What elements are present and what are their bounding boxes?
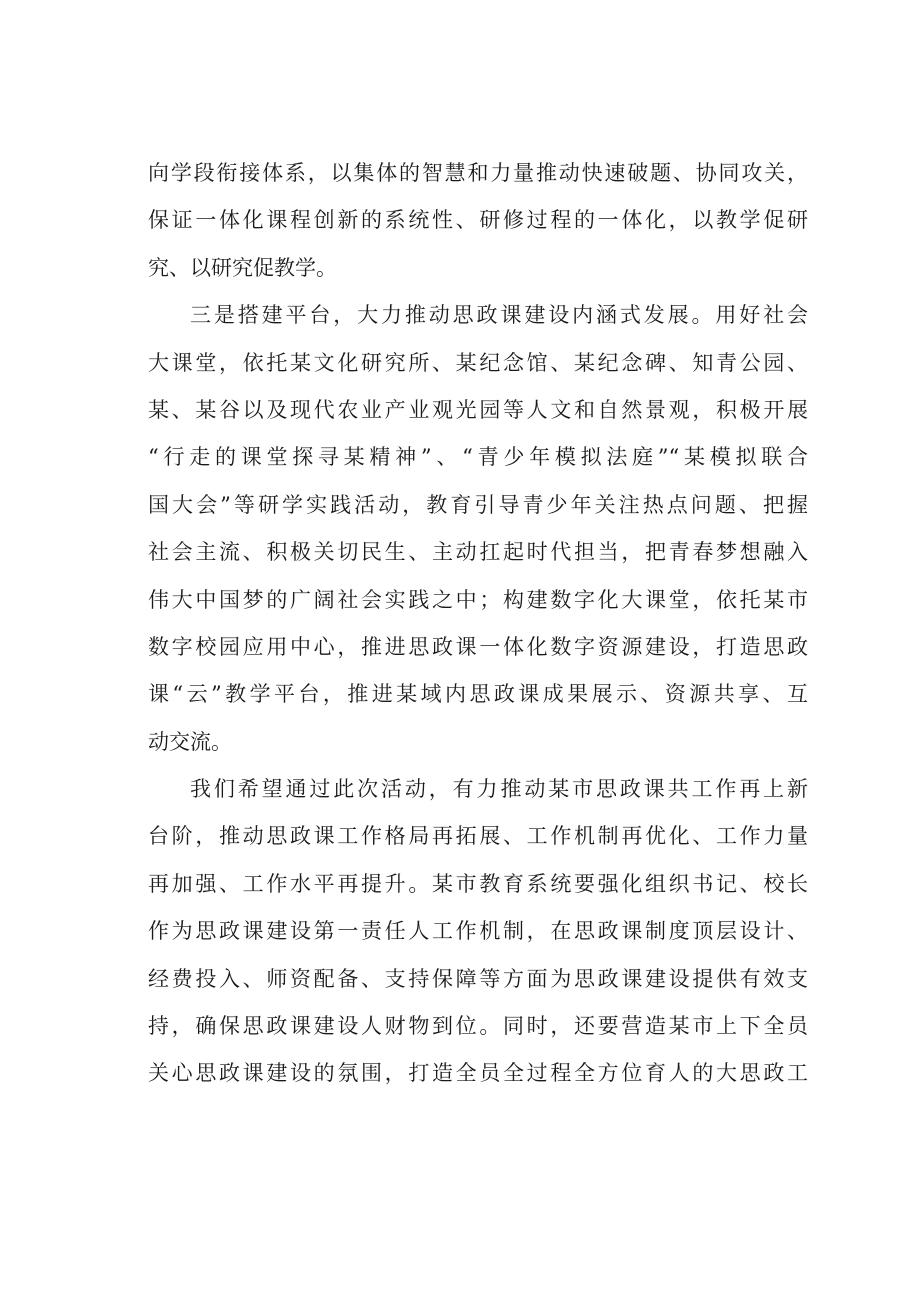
paragraph-2-line-4: “行走的课堂探寻某精神”、“青少年模拟法庭”“某模拟联合 [148,445,808,470]
paragraph-2-line-10: 动交流。 [148,729,232,754]
paragraph-2-line-6: 社会主流、积极关切民生、主动扛起时代担当，把青春梦想融入 [148,540,808,565]
paragraph-3-line-6: 持，确保思政课建设人财物到位。同时，还要营造某市上下全员 [148,1014,808,1039]
paragraph-2-line-1: 三是搭建平台，大力推动思政课建设内涵式发展。用好社会 [190,303,808,328]
paragraph-2-line-9: 课“云”教学平台，推进某域内思政课成果展示、资源共享、互 [148,682,808,707]
paragraph-1-line-1: 向学段衔接体系，以集体的智慧和力量推动快速破题、协同攻关， [148,161,808,185]
paragraph-3-line-4: 作为思政课建设第一责任人工作机制，在思政课制度顶层设计、 [148,919,808,944]
paragraph-1-line-2: 保证一体化课程创新的系统性、研修过程的一体化，以教学促研 [148,208,808,233]
paragraph-2-line-5: 国大会”等研学实践活动，教育引导青少年关注热点问题、把握 [148,492,808,517]
paragraph-3-line-1: 我们希望通过此次活动，有力推动某市思政课共工作再上新 [190,777,808,802]
paragraph-3-line-2: 台阶，推动思政课工作格局再拓展、工作机制再优化、工作力量 [148,824,808,849]
paragraph-2-line-8: 数字校园应用中心，推进思政课一体化数字资源建设，打造思政 [148,634,808,659]
paragraph-1-line-3: 究、以研究促教学。 [148,255,337,280]
body-text [148,150,808,1098]
paragraph-3-line-5: 经费投入、师资配备、支持保障等方面为思政课建设提供有效支 [148,966,808,991]
paragraph-2-line-7: 伟大中国梦的广阔社会实践之中；构建数字化大课堂，依托某市 [148,587,808,612]
paragraph-2-line-2: 大课堂，依托某文化研究所、某纪念馆、某纪念碑、知青公园、 [148,350,808,375]
paragraph-3-line-7: 关心思政课建设的氛围，打造全员全过程全方位育人的大思政工 [148,1061,808,1086]
paragraph-2-line-3: 某、某谷以及现代农业产业观光园等人文和自然景观，积极开展 [148,397,808,422]
paragraph-3-line-3: 再加强、工作水平再提升。某市教育系统要强化组织书记、校长 [148,871,808,896]
